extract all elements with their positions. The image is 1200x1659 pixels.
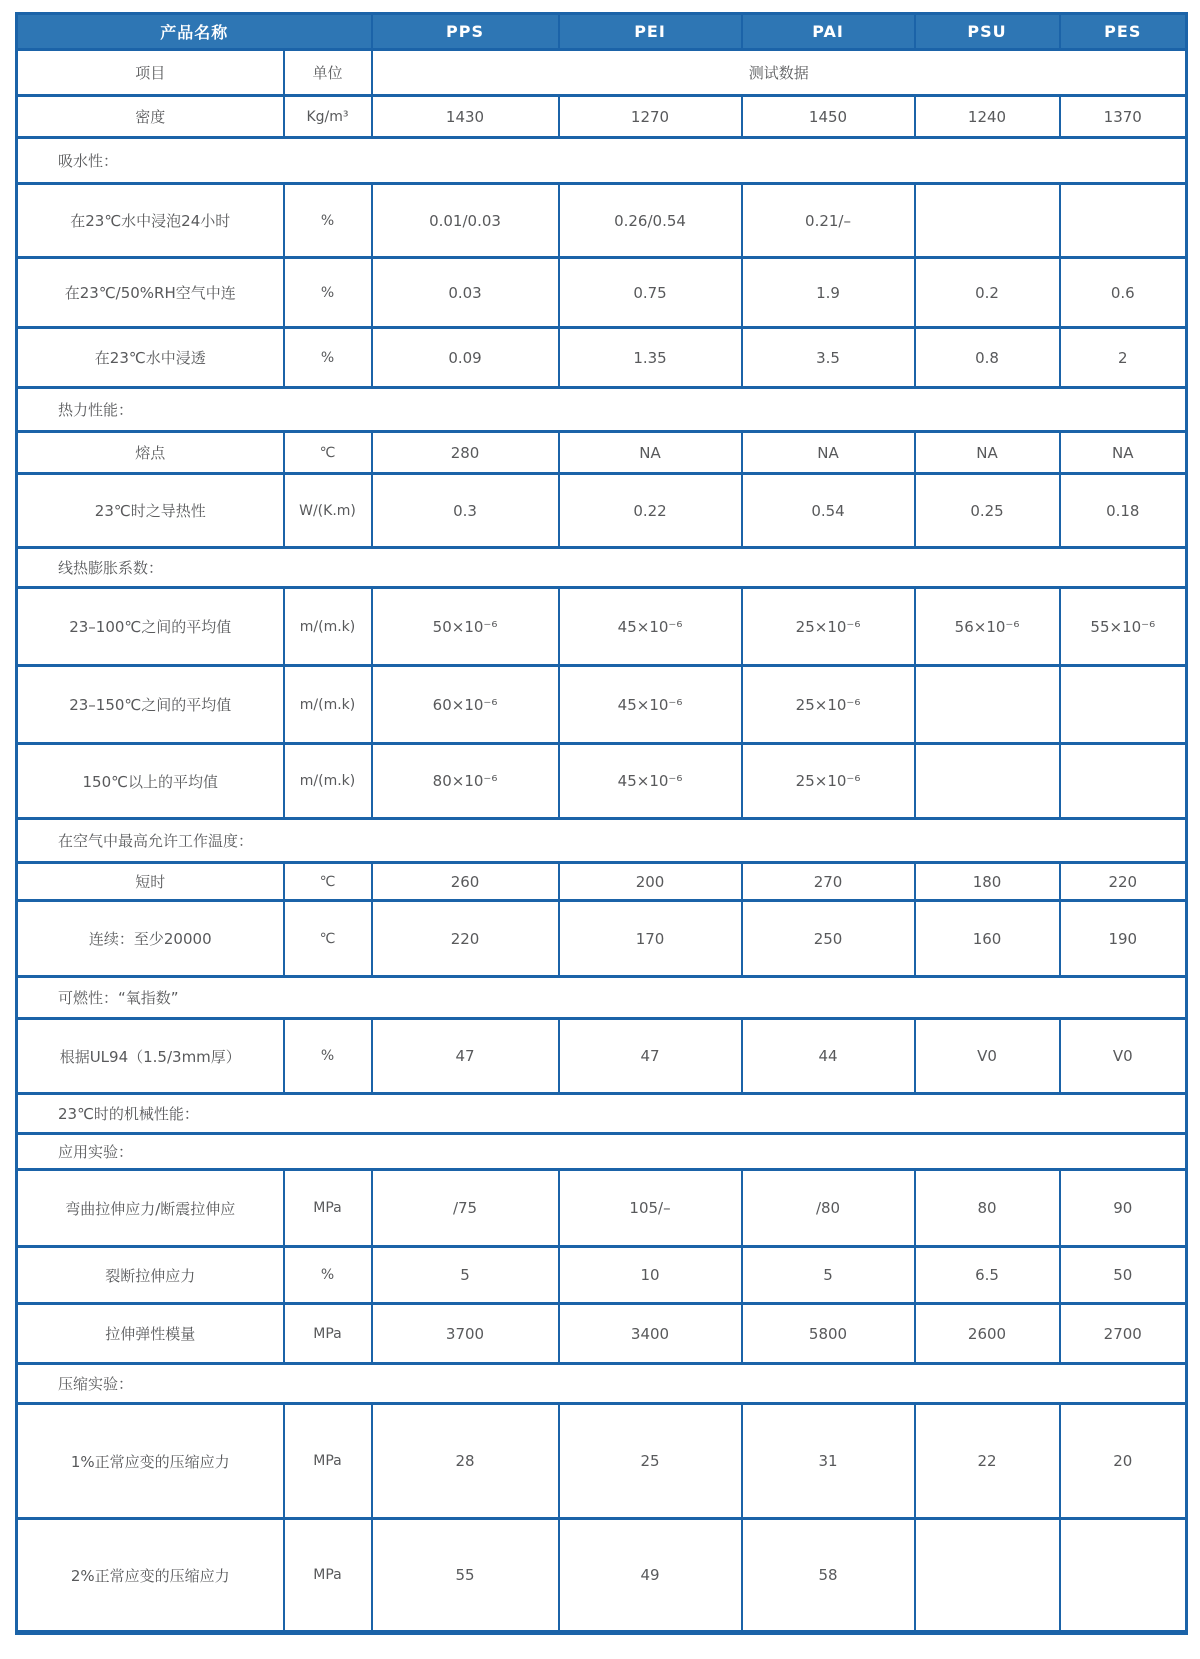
section-label: 23℃时的机械性能： (17, 1094, 1187, 1134)
cell-value: 28 (372, 1404, 559, 1519)
table-row (17, 474, 1187, 548)
cell-value: 22 (915, 1404, 1060, 1519)
cell-value: 0.22 (559, 474, 742, 548)
cell-value: 0.03 (372, 258, 559, 328)
cell-value: NA (915, 432, 1060, 474)
table-row (17, 328, 1187, 388)
cell-value: 0.18 (1060, 474, 1187, 548)
cell-value: 0.25 (915, 474, 1060, 548)
cell-value: /75 (372, 1170, 559, 1247)
section-row-compression-test (17, 1364, 1187, 1404)
row-label: 弯曲拉伸应力/断震拉伸应 (17, 1170, 284, 1247)
cell-value: 5 (372, 1247, 559, 1304)
row-label: 23℃时之导热性 (17, 474, 284, 548)
cell-value (915, 184, 1060, 258)
section-row-flammability (17, 977, 1187, 1019)
cell-value: 45×10⁻⁶ (559, 588, 742, 666)
row-unit: m/(m.k) (284, 666, 372, 744)
row-unit: % (284, 184, 372, 258)
cell-value (915, 1519, 1060, 1633)
table-row (17, 258, 1187, 328)
row-unit: Kg/m³ (284, 96, 372, 138)
cell-value: 25×10⁻⁶ (742, 588, 915, 666)
cell-value: NA (1060, 432, 1187, 474)
cell-value: 280 (372, 432, 559, 474)
cell-value: 2600 (915, 1304, 1060, 1364)
cell-value: 3400 (559, 1304, 742, 1364)
cell-value: 3700 (372, 1304, 559, 1364)
cell-value: 170 (559, 901, 742, 977)
row-label: 23–150℃之间的平均值 (17, 666, 284, 744)
cell-value: 45×10⁻⁶ (559, 666, 742, 744)
subheader-test-data: 测试数据 (372, 50, 1187, 96)
row-label: 密度 (17, 96, 284, 138)
column-header-pai: PAI (742, 14, 915, 50)
table-row (17, 1019, 1187, 1094)
row-unit: % (284, 1247, 372, 1304)
section-row-thermal (17, 388, 1187, 432)
row-unit: MPa (284, 1304, 372, 1364)
row-label: 2%正常应变的压缩应力 (17, 1519, 284, 1633)
row-label: 熔点 (17, 432, 284, 474)
cell-value: 47 (559, 1019, 742, 1094)
table-row (17, 744, 1187, 819)
cell-value: V0 (915, 1019, 1060, 1094)
cell-value: 3.5 (742, 328, 915, 388)
cell-value (1060, 184, 1187, 258)
cell-value: 44 (742, 1019, 915, 1094)
row-unit: % (284, 258, 372, 328)
row-unit: % (284, 1019, 372, 1094)
subheader-unit: 单位 (284, 50, 372, 96)
cell-value: 47 (372, 1019, 559, 1094)
table-row (17, 432, 1187, 474)
cell-value: 2700 (1060, 1304, 1187, 1364)
row-label: 在23℃/50%RH空气中连 (17, 258, 284, 328)
cell-value (1060, 744, 1187, 819)
row-unit: ℃ (284, 901, 372, 977)
cell-value: 180 (915, 863, 1060, 901)
cell-value: 200 (559, 863, 742, 901)
cell-value: 0.26/0.54 (559, 184, 742, 258)
section-row-water-absorption (17, 138, 1187, 184)
section-label: 压缩实验： (17, 1364, 1187, 1404)
row-label: 在23℃水中浸泡24小时 (17, 184, 284, 258)
cell-value: 80×10⁻⁶ (372, 744, 559, 819)
table-row (17, 863, 1187, 901)
header-row (17, 14, 1187, 50)
row-unit: ℃ (284, 432, 372, 474)
cell-value: 56×10⁻⁶ (915, 588, 1060, 666)
section-label: 在空气中最高允许工作温度： (17, 819, 1187, 863)
cell-value: 0.01/0.03 (372, 184, 559, 258)
cell-value: 10 (559, 1247, 742, 1304)
cell-value: 1430 (372, 96, 559, 138)
cell-value: 1450 (742, 96, 915, 138)
cell-value: 60×10⁻⁶ (372, 666, 559, 744)
table-row (17, 1404, 1187, 1519)
cell-value: 105/– (559, 1170, 742, 1247)
cell-value: 0.2 (915, 258, 1060, 328)
cell-value: 190 (1060, 901, 1187, 977)
cell-value: 49 (559, 1519, 742, 1633)
cell-value: 5 (742, 1247, 915, 1304)
cell-value: 58 (742, 1519, 915, 1633)
table-row (17, 184, 1187, 258)
cell-value: 1240 (915, 96, 1060, 138)
cell-value: 220 (1060, 863, 1187, 901)
row-label: 连续：至少20000 (17, 901, 284, 977)
cell-value (1060, 666, 1187, 744)
row-unit: m/(m.k) (284, 588, 372, 666)
cell-value: 25×10⁻⁶ (742, 666, 915, 744)
cell-value: 0.3 (372, 474, 559, 548)
section-label: 热力性能： (17, 388, 1187, 432)
cell-value: NA (559, 432, 742, 474)
row-unit: ℃ (284, 863, 372, 901)
row-unit: MPa (284, 1519, 372, 1633)
table-row (17, 1247, 1187, 1304)
cell-value: 20 (1060, 1404, 1187, 1519)
cell-value: 160 (915, 901, 1060, 977)
row-label: 23–100℃之间的平均值 (17, 588, 284, 666)
product-spec-table (15, 12, 1188, 1635)
cell-value: 1.35 (559, 328, 742, 388)
row-label: 拉伸弹性模量 (17, 1304, 284, 1364)
cell-value: 6.5 (915, 1247, 1060, 1304)
cell-value: 90 (1060, 1170, 1187, 1247)
table-row (17, 1304, 1187, 1364)
table-row (17, 666, 1187, 744)
section-row-thermal-expansion (17, 548, 1187, 588)
row-label: 裂断拉伸应力 (17, 1247, 284, 1304)
subheader-row (17, 50, 1187, 96)
cell-value: 0.54 (742, 474, 915, 548)
cell-value: 1370 (1060, 96, 1187, 138)
table-row-density (17, 96, 1187, 138)
table-row (17, 1170, 1187, 1247)
cell-value: 0.6 (1060, 258, 1187, 328)
cell-value: 31 (742, 1404, 915, 1519)
section-row-mechanical (17, 1094, 1187, 1134)
column-header-pei: PEI (559, 14, 742, 50)
row-label: 在23℃水中浸透 (17, 328, 284, 388)
table-row (17, 588, 1187, 666)
cell-value (915, 666, 1060, 744)
cell-value: 1270 (559, 96, 742, 138)
column-header-psu: PSU (915, 14, 1060, 50)
row-unit: MPa (284, 1404, 372, 1519)
table-row (17, 901, 1187, 977)
cell-value: 0.75 (559, 258, 742, 328)
section-row-max-working-temp (17, 819, 1187, 863)
cell-value: 2 (1060, 328, 1187, 388)
row-label: 短时 (17, 863, 284, 901)
cell-value: 270 (742, 863, 915, 901)
cell-value: 25 (559, 1404, 742, 1519)
subheader-item: 项目 (17, 50, 284, 96)
cell-value: 80 (915, 1170, 1060, 1247)
cell-value (915, 744, 1060, 819)
cell-value: 0.09 (372, 328, 559, 388)
row-unit: W/(K.m) (284, 474, 372, 548)
cell-value: 260 (372, 863, 559, 901)
cell-value: NA (742, 432, 915, 474)
row-unit: MPa (284, 1170, 372, 1247)
cell-value: 220 (372, 901, 559, 977)
section-label: 吸水性： (17, 138, 1187, 184)
table-row (17, 1519, 1187, 1633)
cell-value: /80 (742, 1170, 915, 1247)
row-label: 根据UL94（1.5/3mm厚） (17, 1019, 284, 1094)
cell-value: V0 (1060, 1019, 1187, 1094)
cell-value: 45×10⁻⁶ (559, 744, 742, 819)
section-row-application-test (17, 1134, 1187, 1170)
cell-value: 55 (372, 1519, 559, 1633)
cell-value: 250 (742, 901, 915, 977)
section-label: 线热膨胀系数： (17, 548, 1187, 588)
column-header-pes: PES (1060, 14, 1187, 50)
cell-value: 50×10⁻⁶ (372, 588, 559, 666)
cell-value: 50 (1060, 1247, 1187, 1304)
cell-value: 25×10⁻⁶ (742, 744, 915, 819)
row-label: 1%正常应变的压缩应力 (17, 1404, 284, 1519)
column-header-pps: PPS (372, 14, 559, 50)
section-label: 应用实验： (17, 1134, 1187, 1170)
header-product-name: 产品名称 (17, 14, 372, 50)
row-unit: m/(m.k) (284, 744, 372, 819)
cell-value: 1.9 (742, 258, 915, 328)
cell-value: 55×10⁻⁶ (1060, 588, 1187, 666)
cell-value: 0.21/– (742, 184, 915, 258)
row-label: 150℃以上的平均值 (17, 744, 284, 819)
cell-value: 5800 (742, 1304, 915, 1364)
section-label: 可燃性：“氧指数” (17, 977, 1187, 1019)
cell-value (1060, 1519, 1187, 1633)
row-unit: % (284, 328, 372, 388)
cell-value: 0.8 (915, 328, 1060, 388)
